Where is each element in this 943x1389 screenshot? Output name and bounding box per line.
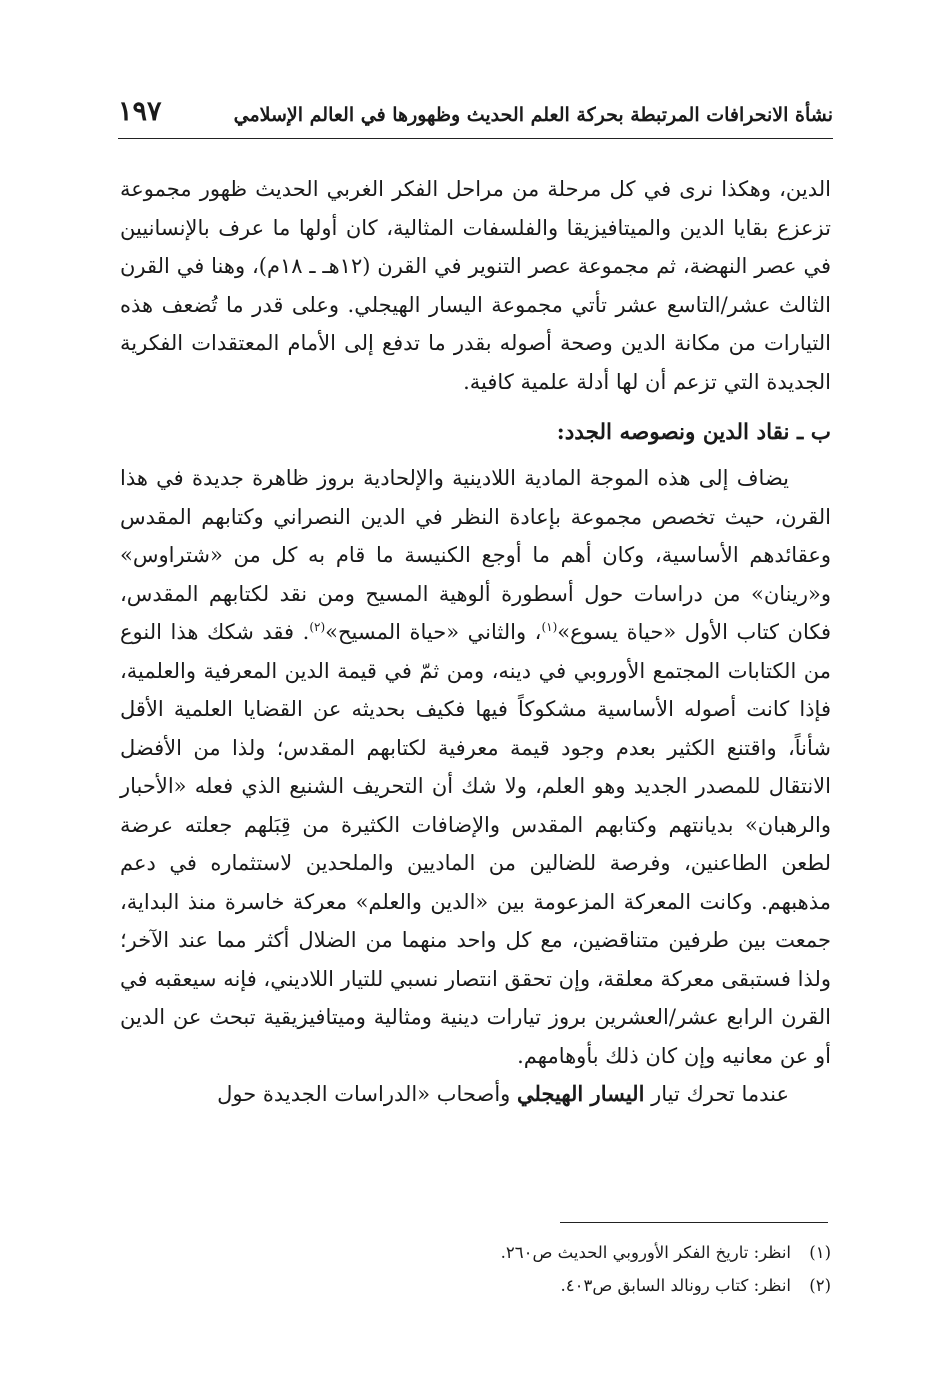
footnote-number: (٢) (809, 1276, 831, 1295)
running-header (118, 92, 833, 139)
page-number: ١٩٧ (118, 96, 162, 127)
footnotes (120, 1236, 831, 1302)
footnote-text: انظر: تاريخ الفكر الأوروبي الحديث ص٢٦٠. (500, 1243, 791, 1262)
section-heading: ب ـ نقاد الدين ونصوصه الجدد: (556, 420, 831, 445)
paragraph-2-text-a: يضاف إلى هذه الموجة المادية اللادينية والإلحادية بروز ظاهرة جديدة في هذا القرن، حيث تخصص مجموعة بإعادة النظر في الدين النصراني وكتابهم المقدس وعقائدهم الأساسية، وكان أهم ما أوجع الكنيسة ما قام به كل من «شتراوس» و«رينان» من دراسات حول أسطورة ألوهية المسيح ومن نقد لكتابهم المقدس، فكان كتاب الأول «حياة يسوع» (120, 466, 831, 644)
footnote-number: (١) (809, 1243, 831, 1262)
paragraph-1: الدين، وهكذا نرى في كل مرحلة من مراحل الفكر الغربي الحديث ظهور مجموعة تزعزع بقايا الدين والميتافيزيقا والفلسفات المثالية، كان أولها ما عرف بالإنسانيين في عصر النهضة، ثم مجموعة عصر التنوير في القرن (١٢هـ ـ ١٨م)، وهنا في القرن الثالث عشر/التاسع عشر تأتي مجموعة اليسار الهيجلي. وعلى قدر ما تُضعف هذه التيارات من مكانة الدين وصحة أصوله بقدر ما تدفع إلى الأمام المعتقدات الفكرية الجديدة التي تزعم أن لها أدلة علمية كافية. (120, 177, 832, 394)
footnote-2 (120, 1269, 831, 1302)
footnote-ref-2[interactable]: (٢) (309, 620, 326, 634)
paragraph-3-text-before: عندما تحرك تيار (644, 1082, 789, 1106)
main-text (120, 170, 831, 1114)
paragraph-2-text-c: . فقد شكك هذا النوع من الكتابات المجتمع الأوروبي في دينه، ومن ثمّ في قيمة الدين المعرفية والعلمية، فإذا كانت أصوله الأساسية مشكوكاً فيها فكيف بحديثه عن القضايا العلمية الأقل شأناً، واقتنع الكثير بعدم وجود قيمة معرفية لكتابهم المقدس؛ ولذا من الأفضل الانتقال للمصدر الجديد وهو العلم، ولا شك أن التحريف الشنيع الذي فعله «الأحبار والرهبان» بديانتهم وكتابهم المقدس والإضافات الكثيرة من قِبَلهم جعلته عرضة لطعن الطاعنين، وفرصة للضالين من الماديين والملحدين لاستثماره في دعم مذهبهم. وكانت المعركة المزعومة بين «الدين والعلم» معركة خاسرة منذ البداية، جمعت بين طرفين متناقضين، مع كل واحد منهما من الضلال أكثر مما عند الآخر؛ ولذا فستبقى معركة معلقة، وإن تحقق انتصار نسبي للتيار اللاديني، فإنه سيعقبه في القرن الرابع عشر/العشرين بروز تيارات دينية ومثالية وميتافيزيقية تبحث عن الدين أو عن معانيه وإن كان ذلك بأوهامهم. (120, 620, 831, 1068)
footnote-1 (120, 1236, 831, 1269)
footnote-ref-1[interactable]: (١) (541, 620, 558, 634)
footnote-divider (560, 1222, 828, 1223)
paragraph-2-text-b: ، والثاني «حياة المسيح» (325, 620, 542, 644)
footnote-text: انظر: كتاب رونالد السابق ص٤٠٣. (560, 1276, 791, 1295)
paragraph-2 (120, 459, 831, 1075)
paragraph-3 (120, 1075, 831, 1114)
paragraph-3-text-after: وأصحاب «الدراسات الجديدة حول (217, 1082, 517, 1106)
running-title: نشأة الانحرافات المرتبطة بحركة العلم الحديث وظهورها في العالم الإسلامي (233, 104, 833, 126)
paragraph-3-bold-term: اليسار الهيجلي (516, 1081, 645, 1106)
